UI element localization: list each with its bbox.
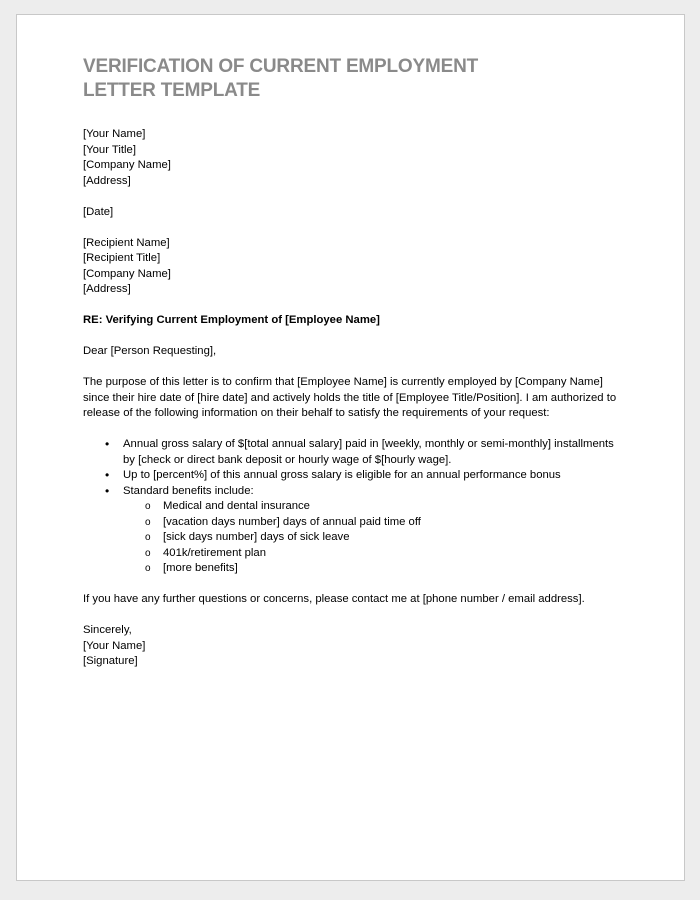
salary-text: Annual gross salary of $[total annual salary] paid in [weekly, monthly or semi-monthly] installments by [check or direct bank deposit or hourly wage of $[hourly wage]. (123, 438, 614, 466)
document-title: VERIFICATION OF CURRENT EMPLOYMENT LETTER TEMPLATE (83, 56, 479, 101)
closing-word: Sincerely, (83, 624, 132, 636)
signature-placeholder: [Signature] (83, 655, 138, 667)
sender-title: [Your Title] (83, 143, 136, 156)
benefit-item: o Medical and dental insurance (163, 499, 623, 515)
sender-company: [Company Name] (83, 159, 171, 171)
salutation: Dear [Person Requesting], (83, 345, 217, 357)
recipient-name: [Recipient Name] (83, 236, 170, 249)
details-list (83, 437, 623, 577)
signoff-name: [Your Name] (83, 639, 146, 652)
benefit-item: o [sick days number] days of sick leave (163, 530, 623, 546)
recipient-company: [Company Name] (83, 267, 171, 280)
subject-line: RE: Verifying Current Employment of [Employee Name] (83, 314, 380, 326)
benefit-item: o 401k/retirement plan (163, 546, 623, 562)
bonus-bullet (123, 468, 623, 484)
date-block (83, 205, 623, 221)
benefits-sublist (123, 499, 623, 577)
benefits-bullet (123, 484, 623, 577)
sender-name: [Your Name] (83, 128, 146, 140)
recipient-block (83, 236, 623, 298)
letter-body (83, 55, 623, 685)
intro-paragraph: The purpose of this letter is to confirm that [Employee Name] is currently employed by [Company Name] since their hire date of [hire date] and actively holds the title of [Employee Title/Position]. I am authorized to release of the following information on their behalf to satisfy the requirements of your request: (83, 376, 617, 419)
recipient-title: [Recipient Title] (83, 252, 161, 264)
benefits-intro: Standard benefits include: (123, 484, 254, 497)
letter-date: [Date] (83, 205, 114, 218)
recipient-address: [Address] (83, 283, 131, 295)
salary-bullet (123, 437, 623, 468)
document-page (16, 14, 685, 881)
bonus-text: Up to [percent%] of this annual gross salary is eligible for an annual performance bonus (123, 469, 561, 481)
sender-address: [Address] (83, 174, 131, 187)
signoff-block (83, 623, 623, 670)
benefit-item: o [more benefits] (163, 561, 623, 577)
sender-block (83, 127, 623, 189)
closing-paragraph: If you have any further questions or concerns, please contact me at [phone number / email address]. (83, 593, 585, 605)
benefit-item: o [vacation days number] days of annual paid time off (163, 515, 623, 531)
